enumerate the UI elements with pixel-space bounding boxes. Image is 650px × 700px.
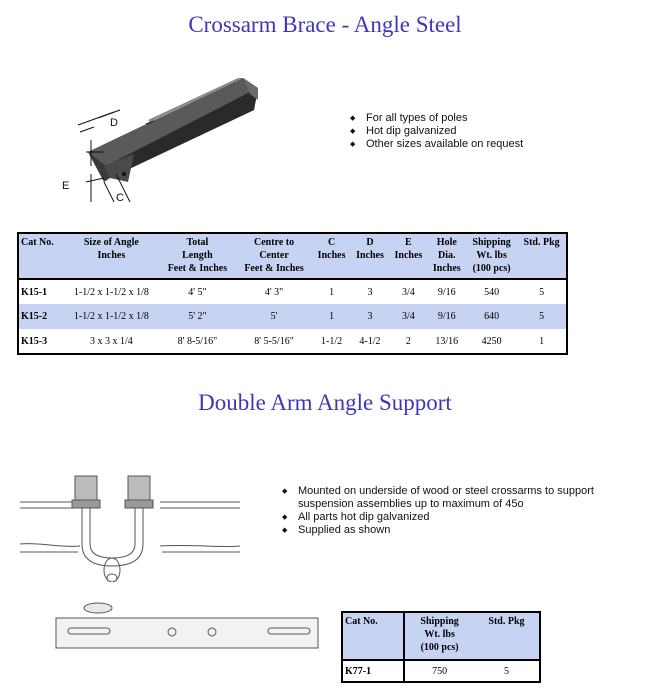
cell-cat-no: K15-2 <box>18 304 64 329</box>
feature-item: ◆ For all types of poles <box>350 112 523 125</box>
dimension-e-label: E <box>62 180 70 192</box>
cell-cat-no: K15-1 <box>21 286 48 298</box>
dimension-c-label: C <box>116 192 124 204</box>
cell-size: 1-1/2 x 1-1/2 x 1/8 <box>64 304 159 329</box>
cell-total-length: 5' 2" <box>159 304 236 329</box>
col-hole-dia: Hole Dia. Inches <box>428 233 466 279</box>
col-std-pkg: Std. Pkg <box>517 233 567 279</box>
col-d: D Inches <box>351 233 389 279</box>
table-row <box>18 279 567 304</box>
cell-cat-no: K77-1 <box>342 660 404 682</box>
col-cat-no: Cat No. <box>342 612 404 660</box>
cell-cat-no: K15-3 <box>21 335 48 347</box>
support-bar-illustration <box>22 590 322 675</box>
cell-e: 3/4 <box>402 286 415 298</box>
cell-shipping: 640 <box>466 304 517 329</box>
col-total-length: Total Length Feet & Inches <box>159 233 236 279</box>
col-c: C Inches <box>312 233 350 279</box>
feature-item: ◆ Other sizes available on request <box>350 138 523 151</box>
feature-item: ◆ Supplied as shown <box>282 524 642 537</box>
cell-e: 3/4 <box>389 304 427 329</box>
feature-item: ◆ Mounted on underside of wood or steel crossarms to support suspension assemblies up to maximum of 45o <box>282 485 642 511</box>
cell-std-pkg: 5 <box>503 665 509 677</box>
col-size-of-angle: Size of Angle Inches <box>64 233 159 279</box>
cell-c: 1-1/2 <box>321 335 343 347</box>
double-arm-support-illustration <box>20 462 300 582</box>
cell-hole: 13/16 <box>435 335 459 347</box>
crossarm-brace-spec-table <box>17 232 568 355</box>
cell-d: 4-1/2 <box>359 335 381 347</box>
cell-total-length: 8' 8-5/16" <box>177 335 218 347</box>
table-row <box>18 329 567 354</box>
angle-steel-illustration <box>58 70 268 215</box>
cell-c: 1 <box>312 304 350 329</box>
cell-shipping: 4250 <box>481 335 502 347</box>
cell-centre: 8' 5-5/16" <box>254 335 294 347</box>
col-std-pkg: Std. Pkg <box>474 612 540 660</box>
feature-item: ◆ All parts hot dip galvanized <box>282 511 642 524</box>
col-centre-to-center: Centre to Center Feet & Inches <box>236 233 313 279</box>
cell-centre: 4' 3" <box>264 286 284 298</box>
cell-shipping: 540 <box>484 286 500 298</box>
cell-total-length: 4' 5" <box>188 286 207 298</box>
cell-size: 3 x 3 x 1/4 <box>89 335 133 347</box>
table-header-row <box>18 233 567 279</box>
cell-d: 3 <box>351 304 389 329</box>
cell-size: 1-1/2 x 1-1/2 x 1/8 <box>73 286 149 298</box>
dimension-d-label: D <box>110 117 118 129</box>
col-shipping-wt: Shipping Wt. lbs (100 pcs) <box>466 233 517 279</box>
cell-hole: 9/16 <box>428 304 466 329</box>
cell-std-pkg: 5 <box>539 286 545 298</box>
table-row <box>18 304 567 329</box>
cell-d: 3 <box>367 286 373 298</box>
double-arm-support-features <box>282 485 642 537</box>
cell-std-pkg: 1 <box>539 335 545 347</box>
cell-centre: 5' <box>236 304 313 329</box>
col-e: E Inches <box>389 233 427 279</box>
col-cat-no: Cat No. <box>18 233 64 279</box>
cell-hole: 9/16 <box>437 286 456 298</box>
table-header-row <box>342 612 540 660</box>
feature-item: ◆ Hot dip galvanized <box>350 125 523 138</box>
cell-std-pkg: 5 <box>517 304 567 329</box>
cell-e: 2 <box>405 335 411 347</box>
crossarm-brace-title: Crossarm Brace - Angle Steel <box>188 12 462 37</box>
col-shipping-wt: Shipping Wt. lbs (100 pcs) <box>404 612 474 660</box>
double-arm-support-title: Double Arm Angle Support <box>198 390 452 415</box>
table-row <box>342 660 540 682</box>
double-arm-support-spec-table <box>341 611 541 683</box>
crossarm-brace-features <box>350 112 523 151</box>
cell-c: 1 <box>329 286 335 298</box>
cell-shipping: 750 <box>432 665 448 677</box>
